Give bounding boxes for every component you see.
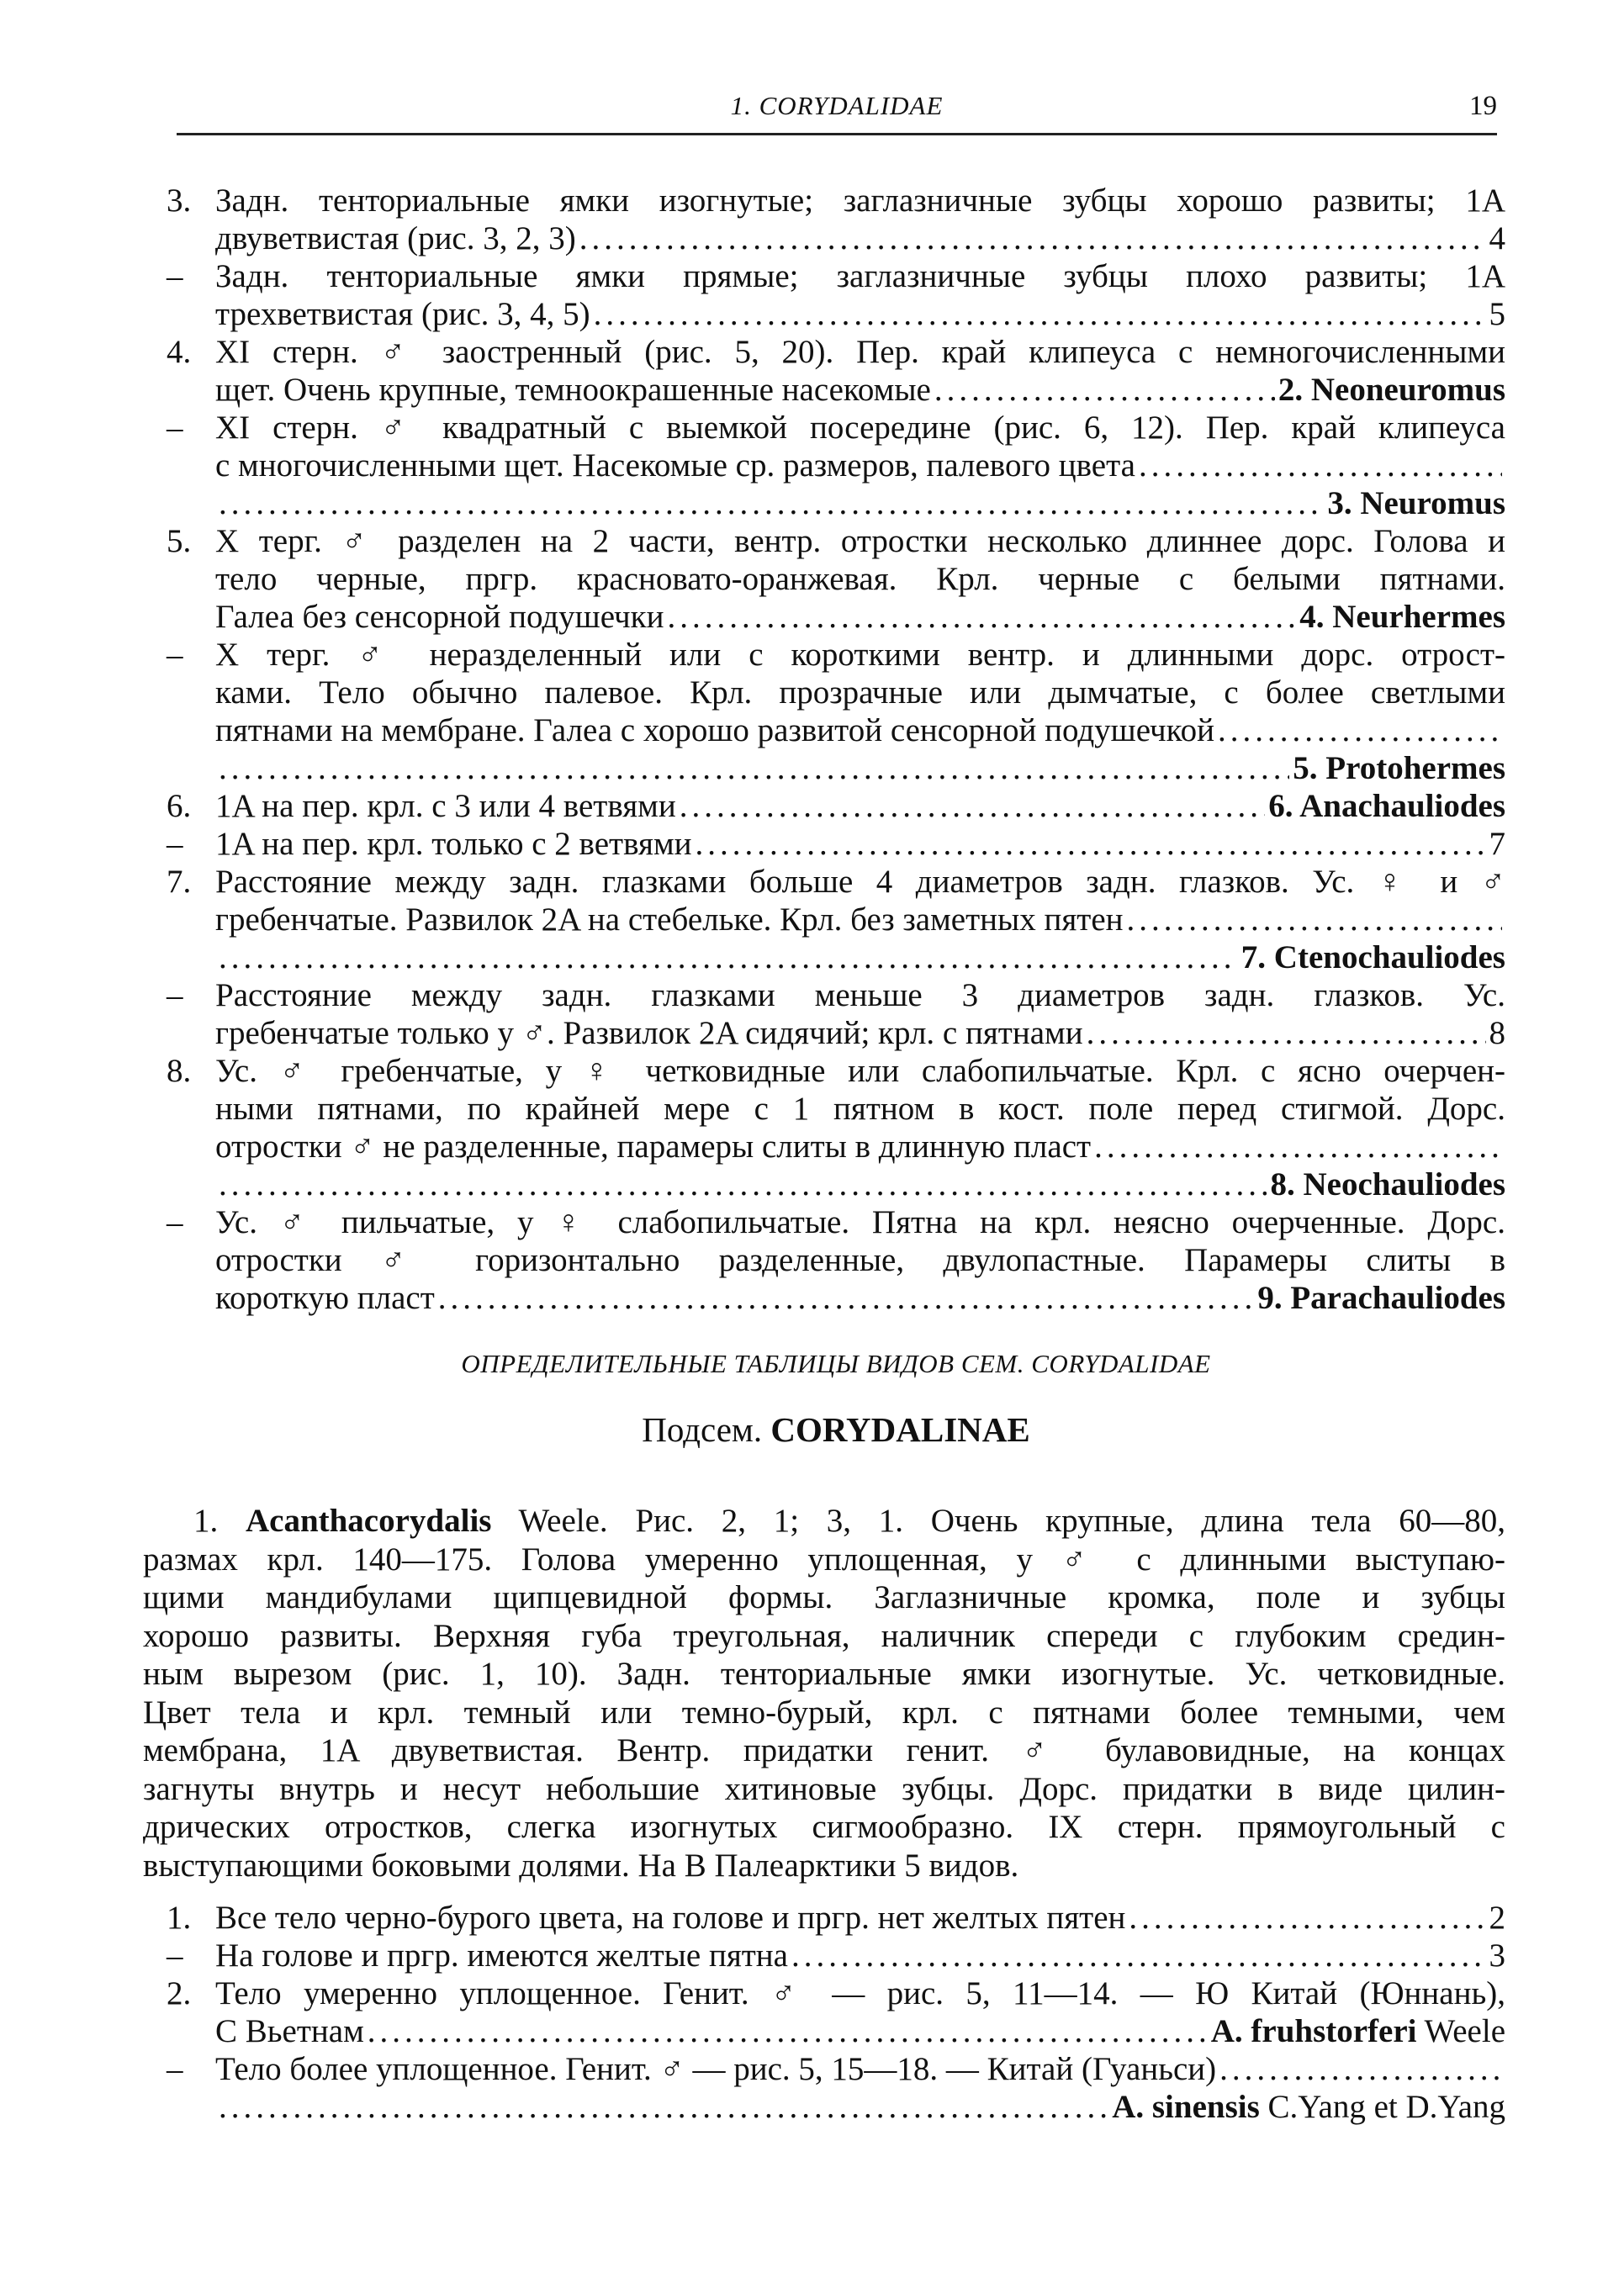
entry-result: 2. Neoneuromus	[1278, 372, 1505, 408]
leader-dots	[1218, 711, 1502, 749]
page-number: 19	[1469, 91, 1497, 121]
entry-result: 7. Ctenochauliodes	[1240, 939, 1505, 975]
description-line: мембрана, 1A двуветвистая. Вентр. придатки генит. ♂ булавовидные, на концах	[143, 1732, 1505, 1768]
leader-dots	[219, 749, 1289, 787]
entry-line: Галеа без сенсорной подушечки	[215, 599, 664, 635]
entry-line: пятнами на мембране. Галеа с хорошо развитой сенсорной подушечкой	[215, 712, 1214, 748]
entry-number: 2.	[167, 1975, 192, 2011]
entry-result: 2	[1489, 1900, 1505, 1936]
key-entry-5	[167, 522, 1505, 636]
entry-line: С Вьетнам	[215, 2013, 364, 2049]
entry-result: 4. Neurhermes	[1299, 599, 1505, 635]
species-name: A. fruhstorferi	[1210, 2013, 1417, 2049]
entry-line: ками. Тело обычно палевое. Крл. прозрачные или дымчатые, с более светлыми	[215, 674, 1505, 711]
leader-dots	[696, 825, 1486, 863]
entry-line: XI стерн. ♂ квадратный с выемкой посередине (рис. 6, 12). Пер. край клипеуса	[215, 410, 1505, 446]
entry-line: X терг. ♂ разделен на 2 части, вентр. отростки несколько длиннее дорс. Голова и	[215, 523, 1505, 559]
description-line: размах крл. 140—175. Голова умеренно уплощенная, у ♂ с длинными выступаю-	[143, 1541, 1505, 1578]
leader-dots	[579, 219, 1486, 257]
leader-dots	[1087, 1014, 1486, 1052]
entry-result: 3	[1489, 1937, 1505, 1974]
leader-dots	[791, 1937, 1486, 1974]
entry-result: 6. Anachauliodes	[1268, 788, 1505, 824]
description-line: Цвет тела и крл. темный или темно-бурый, крл. с пятнами более темными, чем	[143, 1694, 1505, 1731]
key-entry-7b	[167, 976, 1505, 1052]
subfamily-heading	[167, 1409, 1505, 1450]
section-title: ОПРЕДЕЛИТЕЛЬНЫЕ ТАБЛИЦЫ ВИДОВ СЕМ. CORYDALIDAE	[461, 1349, 1211, 1378]
leader-dots	[934, 371, 1275, 409]
entry-line: щет. Очень крупные, темноокрашенные насекомые	[215, 372, 931, 408]
leader-dots	[680, 787, 1266, 825]
entry-number: 4.	[167, 334, 192, 370]
entry-result: 5	[1489, 296, 1505, 332]
genus-number: 1.	[193, 1503, 219, 1539]
entry-result: 9. Parachauliodes	[1257, 1280, 1505, 1316]
entry-number: 7.	[167, 864, 192, 900]
entry-line: Расстояние между задн. глазками больше 4 диаметров задн. глазков. Ус. ♀ и ♂	[215, 864, 1505, 900]
entry-line: Все тело черно-бурого цвета, на голове и пргр. нет желтых пятен	[215, 1900, 1126, 1936]
entry-line: трехветвистая (рис. 3, 4, 5)	[215, 296, 590, 332]
entry-result: 7	[1489, 826, 1505, 862]
leader-dots	[219, 2088, 1108, 2126]
species-author: Weele	[1424, 2013, 1505, 2049]
key-entry-5b	[167, 636, 1505, 787]
key-entry-8	[167, 1052, 1505, 1203]
entry-line: отростки ♂ не разделенные, парамеры слиты в длинную пласт	[215, 1129, 1092, 1165]
description-line: загнуты внутрь и несут небольшие хитиновые зубцы. Дорс. придатки в виде цилин-	[143, 1770, 1505, 1807]
entry-number: 3.	[167, 182, 192, 219]
entry-line: Тело умеренно уплощенное. Генит. ♂ — рис. 5, 11—14. — Ю Китай (Юннань),	[215, 1975, 1505, 2011]
entry-line: гребенчатые. Развилок 2A на стебельке. Крл. без заметных пятен	[215, 901, 1124, 938]
species-entry-1	[167, 1899, 1505, 1937]
description-line	[143, 1502, 1505, 1541]
entry-number: –	[167, 1937, 183, 1974]
leader-dots	[1219, 2050, 1502, 2088]
entry-number: –	[167, 826, 183, 862]
entry-line: гребенчатые только у ♂. Развилок 2A сидячий; крл. с пятнами	[215, 1015, 1083, 1051]
leader-dots	[219, 1166, 1267, 1203]
leader-dots	[219, 484, 1324, 522]
leader-dots	[594, 295, 1486, 333]
key-entry-6b	[167, 825, 1505, 863]
entry-number: –	[167, 258, 183, 294]
entry-result: 8. Neochauliodes	[1270, 1166, 1505, 1203]
entry-line: тело черные, пргр. красновато-оранжевая. Крл. черные с белыми пятнами.	[215, 561, 1505, 597]
leader-dots	[1129, 1899, 1485, 1937]
entry-number: 5.	[167, 523, 192, 559]
entry-line: 1A на пер. крл. с 3 или 4 ветвями	[215, 788, 676, 824]
entry-line: с многочисленными щет. Насекомые ср. размеров, палевого цвета	[215, 447, 1135, 484]
entry-line: Тело более уплощенное. Генит. ♂ — рис. 5, 15—18. — Китай (Гуаньси)	[215, 2051, 1217, 2087]
entry-line: На голове и пргр. имеются желтые пятна	[215, 1937, 788, 1974]
entry-line: двуветвистая (рис. 3, 2, 3)	[215, 220, 576, 256]
leader-dots	[438, 1279, 1255, 1317]
species-author: C.Yang et D.Yang	[1267, 2089, 1505, 2125]
key-entry-4b	[167, 409, 1505, 522]
genus-name: Acanthacorydalis	[245, 1503, 492, 1539]
entry-line: Задн. тенториальные ямки прямые; заглазничные зубцы плохо развиты; 1A	[215, 258, 1505, 294]
entry-result: 3. Neuromus	[1327, 485, 1505, 521]
description-line: дрических отростков, слегка изогнутых сигмообразно. IX стерн. прямоугольный с	[143, 1809, 1505, 1845]
entry-number: 6.	[167, 788, 192, 824]
entry-line: короткую пласт	[215, 1280, 435, 1316]
entry-line: Расстояние между задн. глазками меньше 3 диаметров задн. глазков. Ус.	[215, 977, 1505, 1013]
leader-dots	[667, 598, 1296, 636]
entry-result: 4	[1489, 220, 1505, 256]
entry-number: 8.	[167, 1053, 192, 1089]
entry-line: 1A на пер. крл. только с 2 ветвями	[215, 826, 692, 862]
species-name: A. sinensis	[1112, 2089, 1260, 2125]
description-line: ным вырезом (рис. 1, 10). Задн. тенториальные ямки изогнутые. Ус. четковидные.	[143, 1656, 1505, 1692]
entry-result: 8	[1489, 1015, 1505, 1051]
entry-number: 1.	[167, 1900, 192, 1936]
leader-dots	[1094, 1128, 1502, 1166]
leader-dots	[1139, 447, 1502, 484]
key-entry-3	[167, 182, 1505, 257]
description-line: выступающими боковыми долями. На В Палеарктики 5 видов.	[143, 1847, 1019, 1884]
species-entry-2b	[167, 2050, 1505, 2126]
entry-line: X терг. ♂ неразделенный или с короткими вентр. и длинными дорс. отрост-	[215, 637, 1505, 673]
key-entry-6	[167, 787, 1505, 825]
key-entry-3b	[167, 257, 1505, 333]
species-entry-1b	[167, 1937, 1505, 1974]
entry-line: Ус. ♂ гребенчатые, у ♀ четковидные или слабопильчатые. Крл. с ясно очерчен-	[215, 1053, 1505, 1089]
entry-line: Ус. ♂ пильчатые, у ♀ слабопильчатые. Пятна на крл. неясно очерченные. Дорс.	[215, 1204, 1505, 1240]
subfamily-name: CORYDALINAE	[770, 1410, 1030, 1449]
key-entry-8b	[167, 1203, 1505, 1317]
genus-key	[167, 182, 1505, 1317]
description-text: Weele. Рис. 2, 1; 3, 1. Очень крупные, длина тела 60—80,	[518, 1503, 1505, 1539]
running-title: 1. CORYDALIDAE	[730, 91, 944, 120]
key-entry-7	[167, 863, 1505, 976]
leader-dots	[1127, 901, 1502, 938]
key-entry-4	[167, 333, 1505, 409]
entry-number: –	[167, 2051, 183, 2087]
description-line: щими мандибулами щипцевидной формы. Заглазничные кромка, поле и зубцы	[143, 1579, 1505, 1615]
entry-number: –	[167, 1204, 183, 1240]
leader-dots	[368, 2012, 1208, 2050]
species-entry-2	[167, 1974, 1505, 2050]
description-line: хорошо развиты. Верхняя губа треугольная, наличник спереди с глубоким средин-	[143, 1617, 1505, 1654]
entry-result: 5. Protohermes	[1293, 750, 1505, 786]
running-header	[177, 91, 1497, 135]
entry-line: отростки ♂ горизонтально разделенные, двулопастные. Парамеры слиты в	[215, 1242, 1505, 1278]
subfamily-prefix: Подсем.	[642, 1410, 763, 1449]
entry-line: XI стерн. ♂ заостренный (рис. 5, 20). Пер. край клипеуса с немногочисленными	[215, 334, 1505, 370]
entry-line: Задн. тенториальные ямки изогнутые; заглазничные зубцы хорошо развиты; 1A	[215, 182, 1505, 219]
entry-number: –	[167, 637, 183, 673]
species-key	[167, 1899, 1505, 2126]
genus-description	[143, 1502, 1505, 1884]
leader-dots	[219, 938, 1238, 976]
entry-line: ными пятнами, по крайней мере с 1 пятном в кост. поле перед стигмой. Дорс.	[215, 1091, 1505, 1127]
entry-number: –	[167, 410, 183, 446]
entry-number: –	[167, 977, 183, 1013]
